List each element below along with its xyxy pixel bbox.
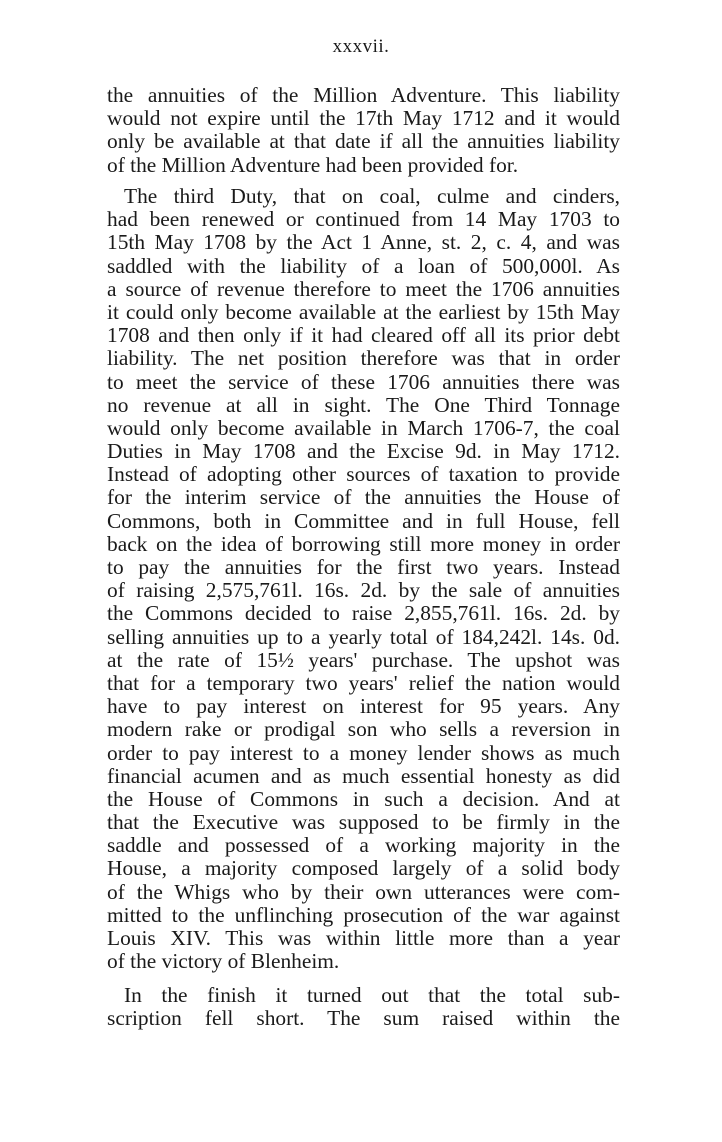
paragraph-3 — [107, 984, 620, 1030]
text-line: a source of revenue therefore to meet the 1706 annuities — [107, 276, 620, 301]
text-line: liability. The net position therefore was that in order — [107, 346, 620, 371]
text-line: that the Executive was supposed to be firmly in the — [107, 810, 620, 835]
text-line: House, a majority composed largely of a solid body — [107, 856, 620, 881]
text-line: financial acumen and as much essential honesty as did — [107, 763, 620, 788]
text-line: 1708 and then only if it had cleared off all its prior debt — [107, 323, 620, 348]
text-line: The third Duty, that on coal, culme and cinders, — [124, 184, 620, 208]
text-line: mitted to the unflinching prosecution of the war against — [107, 902, 620, 927]
text-line: to meet the service of these 1706 annuities there was — [107, 369, 620, 394]
text-line: at the rate of 15½ years' purchase. The upshot was — [107, 647, 620, 672]
text-line: saddled with the liability of a loan of 500,000l. As — [107, 253, 620, 278]
text-line: it could only become available at the earliest by 15th May — [107, 299, 620, 324]
text-line: would not expire until the 17th May 1712 and it would — [107, 106, 620, 131]
text-line: only be available at that date if all the annuities liability — [107, 129, 620, 154]
text-line: saddle and possessed of a working majority in the — [107, 833, 620, 858]
text-line: order to pay interest to a money lender shows as much — [107, 740, 620, 765]
text-line: have to pay interest on interest for 95 years. Any — [107, 694, 620, 719]
text-line: the Commons decided to raise 2,855,761l. 16s. 2d. by — [107, 601, 620, 626]
text-line: In the finish it turned out that the total sub- — [124, 983, 620, 1007]
text-line: had been renewed or continued from 14 May 1703 to — [107, 207, 620, 232]
text-line: selling annuities up to a yearly total of 184,242l. 14s. 0d. — [107, 624, 620, 649]
text-line: the annuities of the Million Adventure. This liability — [107, 83, 620, 107]
page-number: xxxvii. — [332, 36, 390, 57]
paragraph-1 — [107, 84, 620, 177]
text-line: the House of Commons in such a decision. And at — [107, 786, 620, 811]
text-line: scription fell short. The sum raised within the — [107, 1006, 620, 1031]
text-line: no revenue at all in sight. The One Third Tonnage — [107, 392, 620, 417]
text-line: Commons, both in Committee and in full House, fell — [107, 508, 620, 533]
text-line: 15th May 1708 by the Act 1 Anne, st. 2, c. 4, and was — [107, 230, 620, 255]
text-line: of the Million Adventure had been provided for. — [107, 152, 519, 177]
text-line: Duties in May 1708 and the Excise 9d. in May 1712. — [107, 439, 620, 464]
text-line: of raising 2,575,761l. 16s. 2d. by the sale of annuities — [107, 578, 620, 603]
text-line: of the victory of Blenheim. — [107, 949, 340, 974]
text-line: that for a temporary two years' relief the nation would — [107, 670, 620, 695]
text-line: of the Whigs who by their own utterances were com- — [107, 879, 620, 904]
text-line: Instead of adopting other sources of taxation to provide — [107, 462, 620, 487]
text-line: to pay the annuities for the first two years. Instead — [107, 555, 620, 579]
text-line: for the interim service of the annuities the House of — [107, 485, 620, 510]
text-line: would only become available in March 1706-7, the coal — [107, 415, 620, 440]
text-line: back on the idea of borrowing still more money in order — [107, 531, 620, 556]
text-line: modern rake or prodigal son who sells a reversion in — [107, 717, 620, 742]
paragraph-2 — [107, 185, 620, 973]
text-line: Louis XIV. This was within little more than a year — [107, 926, 620, 950]
